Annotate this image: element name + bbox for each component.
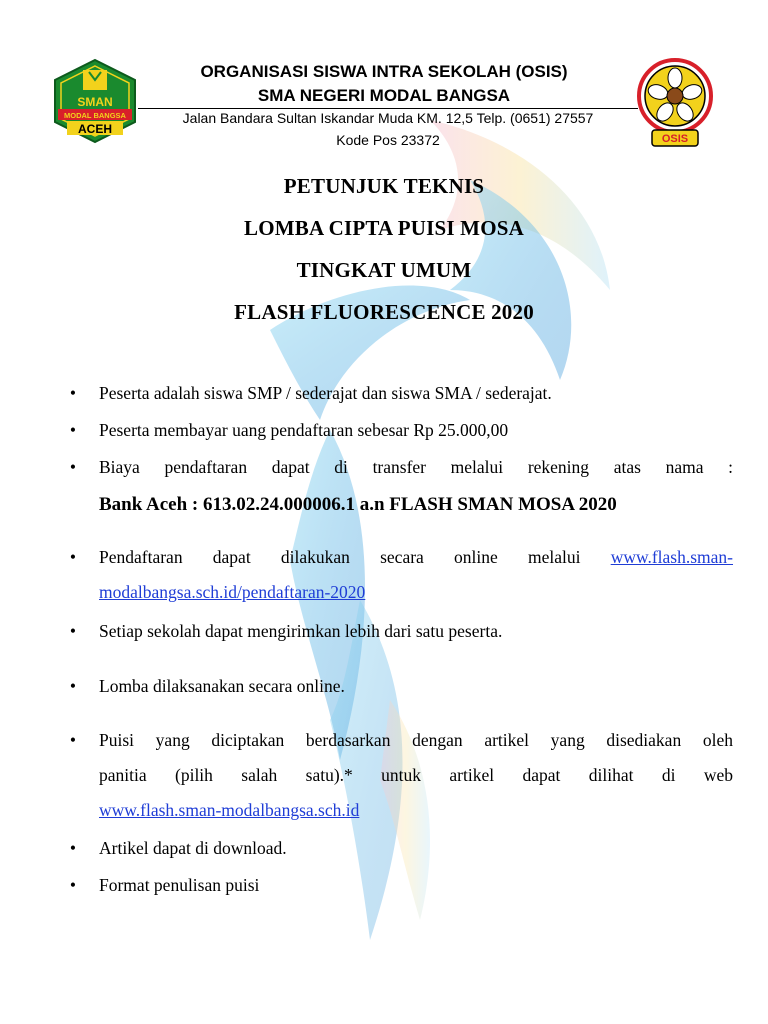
- school-name: SMA NEGERI MODAL BANGSA: [257, 86, 511, 105]
- list-item: [69, 413, 733, 448]
- bullet-icon: •: [69, 420, 77, 440]
- bullet-icon: •: [69, 838, 77, 858]
- registration-link[interactable]: www.flash.sman-: [610, 547, 733, 567]
- logo-left-text-mid: MODAL BANGSA: [64, 111, 126, 120]
- bullet-text: Pendaftaran dapat dilakukan secara online melalui: [99, 547, 581, 567]
- bullet-icon: •: [69, 547, 77, 567]
- logo-left-text-top: SMAN: [77, 95, 113, 109]
- bullet-text: Artikel dapat di download.: [99, 838, 287, 858]
- bullet-icon: •: [69, 730, 77, 750]
- bullet-text: Format penulisan puisi: [99, 875, 260, 895]
- bullet-icon: •: [69, 676, 77, 696]
- bullet-text: Setiap sekolah dapat mengirimkan lebih dari satu peserta.: [99, 621, 503, 641]
- list-item: [69, 540, 733, 610]
- list-item: [69, 831, 733, 866]
- bullet-text: Puisi yang diciptakan berdasarkan dengan artikel yang disediakan oleh: [99, 730, 733, 750]
- list-item: [69, 669, 733, 704]
- doc-title-line-2: LOMBA CIPTA PUISI MOSA: [244, 216, 524, 240]
- bank-account-info: Bank Aceh : 613.02.24.000006.1 a.n FLASH SMAN MOSA 2020: [99, 494, 617, 515]
- org-name: ORGANISASI SISWA INTRA SEKOLAH (OSIS): [200, 62, 568, 81]
- list-item: [69, 723, 733, 828]
- doc-title-line-1: PETUNJUK TEKNIS: [283, 174, 485, 198]
- bullet-text: Biaya pendaftaran dapat di transfer melalui rekening atas nama :: [99, 457, 733, 477]
- logo-right-text: OSIS: [661, 133, 689, 145]
- bullet-text: Peserta membayar uang pendaftaran sebesar Rp 25.000,00: [99, 420, 509, 440]
- bullet-text-continued: panitia (pilih salah satu).* untuk artikel dapat dilihat di web: [99, 765, 733, 785]
- bullet-icon: •: [69, 621, 77, 641]
- registration-link-continued[interactable]: modalbangsa.sch.id/pendaftaran-2020: [99, 582, 366, 602]
- list-item: [69, 868, 733, 903]
- doc-title-line-4: FLASH FLUORESCENCE 2020: [234, 300, 534, 324]
- header-divider: [138, 108, 638, 109]
- list-item: [69, 614, 733, 649]
- doc-title-line-3: TINGKAT UMUM: [296, 258, 472, 282]
- postal-code: Kode Pos 23372: [336, 132, 440, 148]
- list-item: [69, 376, 733, 411]
- bullet-text: Peserta adalah siswa SMP / sederajat dan siswa SMA / sederajat.: [99, 383, 552, 403]
- bullet-icon: •: [69, 875, 77, 895]
- logo-left-text-bottom: ACEH: [77, 122, 113, 136]
- website-link[interactable]: www.flash.sman-modalbangsa.sch.id: [99, 800, 360, 820]
- bullet-text: Lomba dilaksanakan secara online.: [99, 676, 345, 696]
- bullet-icon: •: [69, 457, 77, 477]
- school-address: Jalan Bandara Sultan Iskandar Muda KM. 12,5 Telp. (0651) 27557: [182, 110, 594, 126]
- list-item: [69, 450, 733, 485]
- bullet-icon: •: [69, 383, 77, 403]
